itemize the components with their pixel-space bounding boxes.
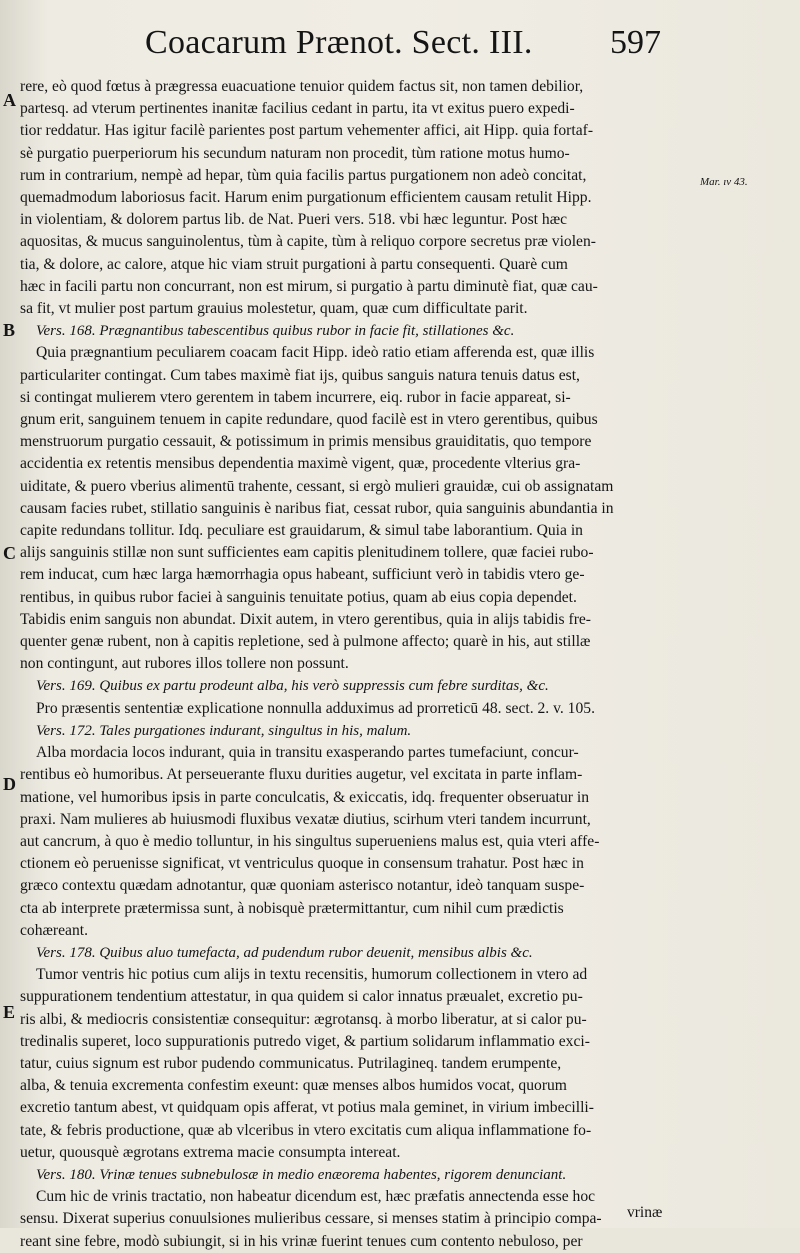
text-line: rentibus eò humoribus. At perseuerante fluxu durities augetur, vel excitata in parte inflam- [20,766,583,784]
text-line: cta ab interprete prætermissa sunt, à nobisquè prætermittantur, cum nihil cum prædictis [20,899,564,917]
text-line: causam facies rubet, stillatio sanguinis è naribus fiat, cessat rubor, quia sanguinis abundantia in [20,499,614,517]
text-line: accidentia ex retentis mensibus dependentia maximè vigent, quæ, procedente vlterius gra- [20,455,581,473]
margin-note: Mar. ıv 43. [700,176,748,188]
text-line: græco contextu quædam adnotantur, quæ quoniam asterisco notantur, ideò tanquam suspe- [20,877,585,895]
text-line: suppurationem tendentium attestatur, in qua quidem si calor innatus præualet, excretio pu- [20,988,583,1006]
text-line: alba, & tenuia excrementa confestim exeunt: quæ menses albos humidos vocat, quorum [20,1077,567,1095]
text-line: capite redundans tollitur. Idq. peculiare est grauidarum, & simul tabe laborantium. Quia in [20,522,583,540]
text-line: tate, & febris productione, quæ ab vlceribus in vtero excitatis cum aliqua inflammatione fo- [20,1121,592,1139]
verse-heading: Vers. 169. Quibus ex partu prodeunt alba, his verò suppressis cum febre surditas, &c. [36,678,549,695]
text-line: aut cancrum, à quo è medio tolluntur, in his singultus superueniens malus est, quia vteri affe- [20,832,600,850]
margin-letter-e: E [3,1002,16,1022]
text-line: cohæreant. [20,921,88,939]
text-line: tior reddatur. Has igitur facilè parientes post partum vehementer affici, ait Hipp. quia fortaf- [20,122,594,140]
text-line: quemadmodum laboriosus facit. Harum enim purgationum efficientem causam retulit Hipp. [20,189,592,207]
text-line: hæc in facili partu non concurrant, non est mirum, si purgatio à partu diminutè fiat, quæ cau- [20,277,598,295]
text-line: uetur, quousquè ægrotans extrema macie consumpta intereat. [20,1143,401,1161]
text-line: sè purgatio puerperiorum his secundum naturam non procedit, tùm ratione motus humo- [20,144,570,162]
text-line: ctionem eò peruenisse significat, vt ventriculus quoque in consensum trahatur. Post hæc in [20,855,584,873]
text-line: matione, vel humoribus ipsis in parte conculcatis, & exiccatis, idq. frequenter obseruatur in [20,788,590,806]
text-line: particulariter contingat. Cum tabes maximè fiat ijs, quibus sanguis natura tenuis datus est, [20,366,580,384]
body-text [20,76,698,1253]
verse-heading: Vers. 178. Quibus aluo tumefacta, ad pudendum rubor deuenit, mensibus albis &c. [36,944,533,961]
page-header [0,18,800,68]
text-line: Tabidis enim sanguis non abundat. Dixit autem, in vtero gerentibus, quia in alijs tabidis fre- [20,610,591,628]
verse-heading: Vers. 180. Vrinæ tenues subnebulosæ in medio enæorema habentes, rigorem denunciant. [36,1166,567,1183]
text-line: tatur, cuius signum est rubor pudendo communicatus. Putrilagineq. tandem erumpente, [20,1054,562,1072]
running-title: Coacarum Prænot. Sect. III. [145,24,533,61]
text-line: reant sine febre, modò subiungit, si in his vrinæ fuerint tenues cum contento nebuloso, per [20,1232,583,1250]
verse-heading: Vers. 172. Tales purgationes indurant, singultus in his, malum. [36,722,412,739]
text-line: aquositas, & mucus sanguinolentus, tùm à capite, tùm à reliquo corpore secretus præ violen- [20,233,596,251]
verse-heading: Vers. 168. Prægnantibus tabescentibus quibus rubor in facie fit, stillationes &c. [36,323,515,340]
text-line: rentibus, in quibus rubor faciei à sanguinis tenuitate potius, quam ab eius copia dependet. [20,588,577,606]
text-line: praxi. Nam mulieres ab huiusmodi fluxibus vexatæ diutius, scirhum vteri tandem incurrunt, [20,810,591,828]
text-line: in violentiam, & dolorem partus lib. de Nat. Pueri vers. 518. vbi hæc leguntur. Post hæc [20,211,568,229]
margin-letter-c: C [3,543,16,563]
text-line: menstruorum purgatio cessauit, & potissimum in primis mensibus grauiditatis, quo tempore [20,433,592,451]
margin-letter-a: A [3,90,16,110]
text-line: alijs sanguinis stillæ non sunt sufficientes eam capitis plenitudinem tollere, quæ faciei rubo- [20,544,594,562]
text-line: tredinalis superet, loco suppurationis putredo viget, & partium solidarum inflammatio exci- [20,1032,590,1050]
text-line: excretio tantum abest, vt quidquam opis afferat, vt potius mala geminet, in virium imbecilli- [20,1099,594,1117]
text-line: uiditate, & puero vberius alimentū trahente, cessant, si ergò mulieri grauidæ, cui ob assignatam [20,477,614,495]
text-line: gnum erit, sanguinem tenuem in capite redundare, quod facilè est in vtero gerentibus, quibus [20,411,598,429]
text-line: si contingat mulierem vtero gerentem in tabem incurrere, eiq. rubor in facie appareat, si- [20,388,571,406]
margin-letter-d: D [3,774,16,794]
text-line: Pro præsentis sententiæ explicatione nonnulla adduximus ad prorreticū 48. sect. 2. v. 105. [36,699,595,717]
catchword: vrinæ [627,1204,663,1221]
text-line: Tumor ventris hic potius cum alijs in textu recensitis, humorum collectionem in vtero ad [36,966,588,984]
text-line: Quia prægnantium peculiarem coacam facit Hipp. ideò ratio etiam afferenda est, quæ illis [36,344,595,362]
text-line: ris albi, & mediocris consistentiæ consequitur: ægrotansq. à morbo liberatur, at si calor pu- [20,1010,587,1028]
text-line: quenter genæ rubent, non à capitis repletione, sed à pulmone affecto; quarè in his, aut stillæ [20,633,591,651]
text-line: tia, & dolore, ac calore, atque hic viam struit purgationi à partu consequenti. Quarè cum [20,255,568,273]
text-line: sa fit, vt mulier post partum grauius molestetur, quam, quæ cum difficultate parit. [20,300,528,318]
margin-letter-b: B [3,320,16,340]
text-line: sensu. Dixerat superius conuulsiones mulieribus cessare, si menses statim à principio compa- [20,1210,602,1228]
text-line: rem inducat, cum hæc larga hæmorrhagia opus habeant, sufficiunt verò in tabidis vtero ge- [20,566,585,584]
text-line: rum in contrarium, nempè ad hepar, tùm quia facilis partus purgationem non adeò concitat, [20,166,587,184]
text-line: Alba mordacia locos indurant, quia in transitu exasperando partes tumefaciunt, concur- [36,744,579,762]
text-line: partesq. ad vterum pertinentes inanitæ facilius cedant in partu, ita vt exitus puero expedi- [20,100,575,118]
text-line: Cum hic de vrinis tractatio, non habeatur dicendum est, hæc præfatis annectenda esse hoc [36,1188,596,1206]
text-line: non contingunt, aut rubores illos tollere non possunt. [20,655,349,673]
page-number: 597 [610,24,661,61]
text-line: rere, eò quod fœtus à prægressa euacuatione tenuior quidem factus sit, non tamen debilior, [20,78,584,95]
